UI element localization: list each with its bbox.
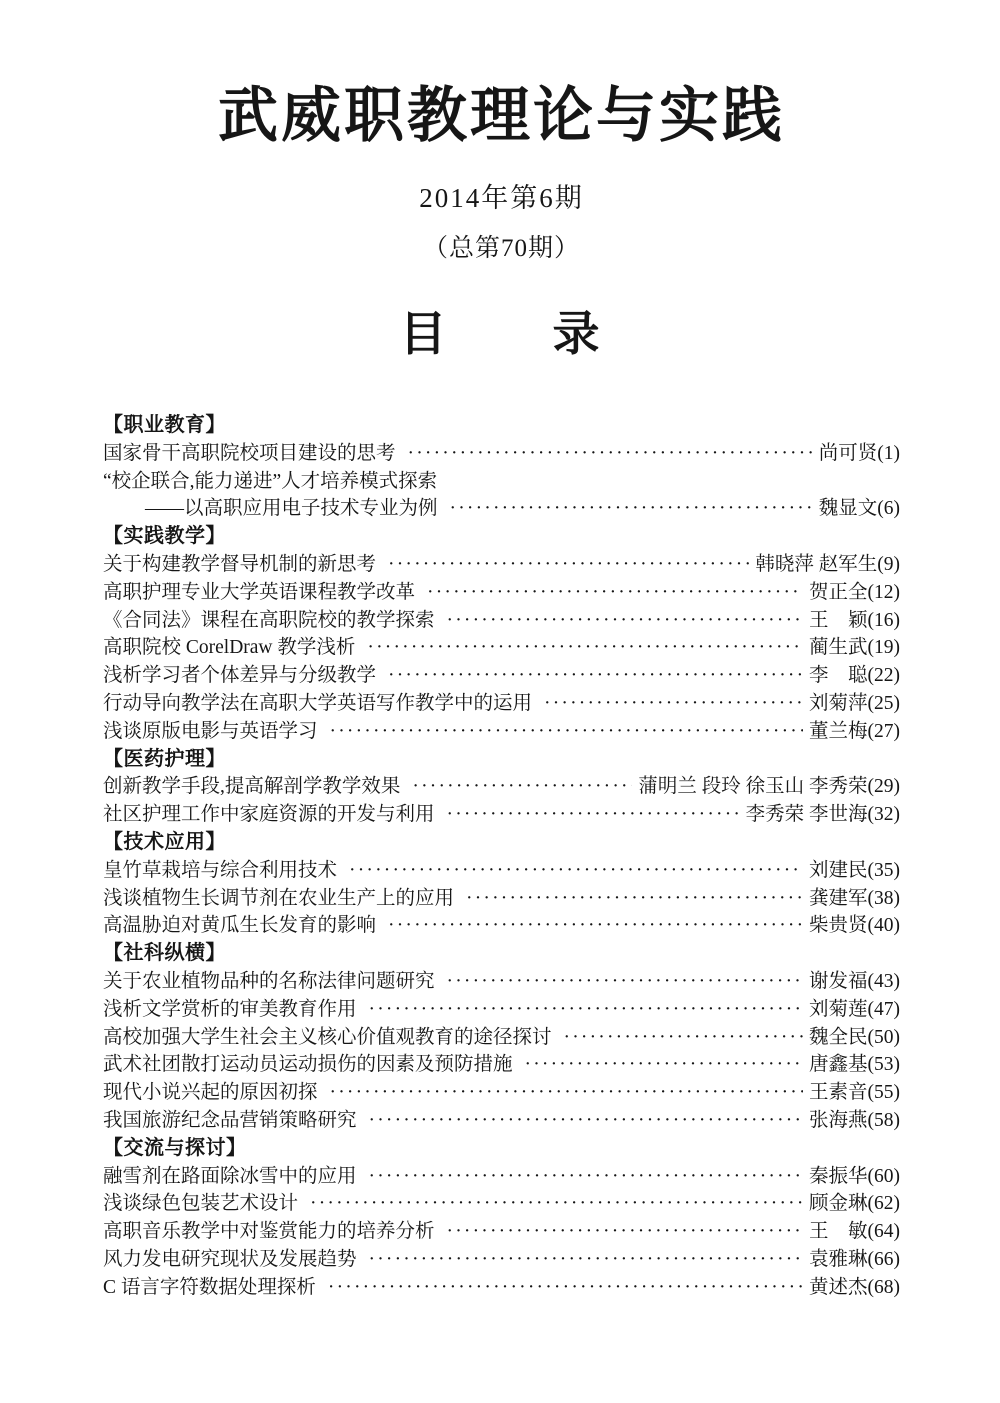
toc-section-entries — [103, 773, 900, 829]
article-title: 关于农业植物品种的名称法律问题研究 — [103, 970, 435, 992]
article-title: 浅析学习者个体差异与分级教学 — [103, 665, 377, 687]
article-title: 国家骨干高职院校项目建设的思考 — [103, 442, 396, 464]
section-header-label: 【社科纵横】 — [103, 942, 226, 965]
article-authors-page: 李 聪(22) — [809, 665, 900, 687]
article-authors-page: 黄述杰(68) — [809, 1276, 900, 1298]
section-header-label: 【职业教育】 — [103, 414, 226, 437]
article-title: 浅析文学赏析的审美教育作用 — [103, 998, 357, 1020]
article-authors-page: 贺正全(12) — [809, 581, 900, 603]
dot-leader — [388, 551, 749, 579]
article-authors-page: 魏显文(6) — [818, 498, 900, 520]
article-authors-page: 蒲明兰 段玲 徐玉山 李秀荣(29) — [638, 776, 900, 798]
dot-leader — [369, 1107, 803, 1135]
toc-section — [103, 940, 900, 1135]
toc-section-header-row — [103, 940, 900, 968]
toc-section-header-row — [103, 1135, 900, 1163]
toc-entry — [103, 996, 900, 1024]
article-title: 现代小说兴起的原因初探 — [103, 1082, 318, 1104]
article-authors-page: 袁雅琳(66) — [809, 1248, 900, 1270]
toc-section-header-row — [103, 746, 900, 774]
toc-entry — [103, 1163, 900, 1191]
toc-entry — [103, 468, 900, 496]
toc-entry — [103, 662, 900, 690]
article-authors-page: 李秀荣 李世海(32) — [745, 804, 900, 826]
toc-entry — [103, 912, 900, 940]
dot-leader — [369, 1163, 803, 1191]
article-title: 皇竹草栽培与综合利用技术 — [103, 859, 338, 881]
toc-entry — [103, 1079, 900, 1107]
dot-leader — [412, 773, 632, 801]
journal-title: 武威职教理论与实践 — [218, 83, 785, 149]
article-authors-page: 龚建军(38) — [809, 887, 900, 909]
section-header-label: 【技术应用】 — [103, 831, 226, 853]
dot-leader — [447, 968, 803, 996]
article-title: 创新教学手段,提高解剖学教学效果 — [103, 776, 401, 798]
article-title: 融雪剂在路面除冰雪中的应用 — [103, 1165, 357, 1187]
section-header-label: 【实践教学】 — [103, 525, 226, 548]
article-authors-page: 张海燕(58) — [809, 1109, 900, 1131]
article-title: 高职院校 CorelDraw 教学浅析 — [103, 637, 356, 659]
toc-entry — [103, 718, 900, 746]
article-title: 风力发电研究现状及发展趋势 — [103, 1248, 357, 1270]
article-title: 我国旅游纪念品营销策略研究 — [103, 1109, 357, 1131]
dot-leader — [427, 579, 803, 607]
article-title: 行动导向教学法在高职大学英语写作教学中的运用 — [103, 693, 533, 715]
article-title: 《合同法》课程在高职院校的教学探索 — [103, 609, 435, 631]
article-title: 浅谈绿色包装艺术设计 — [103, 1193, 299, 1215]
article-title: 高职音乐教学中对鉴赏能力的培养分析 — [103, 1221, 435, 1243]
dot-leader — [388, 912, 803, 940]
dot-leader — [330, 718, 803, 746]
toc-entry — [103, 1190, 900, 1218]
toc-section-header-row — [103, 412, 900, 440]
article-authors-page: 唐鑫基(53) — [809, 1054, 900, 1076]
article-title: “校企联合,能力递进”人才培养模式探索 — [103, 470, 438, 492]
toc-entry — [103, 1246, 900, 1274]
article-authors-page: 蔺生武(19) — [809, 637, 900, 659]
dot-leader — [369, 1246, 803, 1274]
dot-leader — [408, 440, 813, 468]
dot-leader — [310, 1190, 803, 1218]
issue-number: 2014年第6期 — [419, 183, 584, 213]
article-authors-page: 尚可贤(1) — [818, 442, 900, 464]
volume-number: （总第70期） — [422, 235, 580, 262]
toc-entry — [103, 634, 900, 662]
toc-entry — [103, 773, 900, 801]
toc-entry — [103, 607, 900, 635]
toc-section — [103, 1135, 900, 1302]
toc-entry — [103, 579, 900, 607]
toc-section — [103, 523, 900, 745]
article-title: 浅谈植物生长调节剂在农业生产上的应用 — [103, 887, 455, 909]
toc-entry — [103, 1107, 900, 1135]
toc — [103, 412, 900, 1302]
dot-leader — [328, 1274, 803, 1302]
toc-section — [103, 412, 900, 523]
article-title: C 语言字符数据处理探析 — [103, 1276, 316, 1298]
toc-entry — [103, 968, 900, 996]
article-authors-page: 秦振华(60) — [809, 1165, 900, 1187]
dot-leader — [330, 1079, 803, 1107]
dot-leader — [450, 495, 813, 523]
toc-entry — [103, 440, 900, 468]
toc-entry — [103, 857, 900, 885]
dot-leader — [447, 801, 740, 829]
toc-section-entries — [103, 968, 900, 1135]
toc-section-entries — [103, 551, 900, 746]
toc-section-entries — [103, 857, 900, 940]
dot-leader — [447, 607, 803, 635]
dot-leader — [349, 857, 803, 885]
article-title: ——以高职应用电子技术专业为例 — [145, 498, 438, 520]
toc-section-header-row — [103, 829, 900, 857]
article-authors-page: 魏全民(50) — [809, 1026, 900, 1048]
section-header-label: 【医药护理】 — [103, 747, 226, 770]
dot-leader — [525, 1051, 803, 1079]
article-authors-page: 韩晓萍 赵军生(9) — [755, 554, 900, 576]
dot-leader — [447, 1218, 803, 1246]
toc-section-entries — [103, 1163, 900, 1302]
article-title: 关于构建教学督导机制的新思考 — [103, 554, 377, 576]
toc-entry — [103, 801, 900, 829]
dot-leader — [544, 690, 803, 718]
article-authors-page: 顾金琳(62) — [809, 1193, 900, 1215]
article-authors-page: 董兰梅(27) — [809, 720, 900, 742]
article-authors-page: 刘建民(35) — [809, 859, 900, 881]
toc-section-header-row — [103, 523, 900, 551]
article-title: 浅谈原版电影与英语学习 — [103, 720, 318, 742]
dot-leader — [367, 634, 803, 662]
toc-section-entries — [103, 440, 900, 523]
toc-entry — [103, 885, 900, 913]
toc-title: 目 录 — [399, 309, 604, 361]
article-title: 高温胁迫对黄瓜生长发育的影响 — [103, 915, 377, 937]
article-authors-page: 谢发福(43) — [809, 970, 900, 992]
toc-entry — [103, 1274, 900, 1302]
toc-entry — [103, 495, 900, 523]
article-authors-page: 柴贵贤(40) — [809, 915, 900, 937]
dot-leader — [369, 996, 803, 1024]
article-authors-page: 刘菊莲(47) — [809, 998, 900, 1020]
toc-entry — [103, 1051, 900, 1079]
section-header-label: 【交流与探讨】 — [103, 1136, 247, 1159]
article-title: 高职护理专业大学英语课程教学改革 — [103, 581, 416, 603]
toc-section — [103, 746, 900, 829]
article-authors-page: 王素音(55) — [809, 1082, 900, 1104]
toc-section — [103, 829, 900, 940]
article-authors-page: 刘菊萍(25) — [809, 693, 900, 715]
article-title: 高校加强大学生社会主义核心价值观教育的途径探讨 — [103, 1026, 552, 1048]
toc-entry — [103, 1024, 900, 1052]
dot-leader — [564, 1024, 803, 1052]
article-title: 武术社团散打运动员运动损伤的因素及预防措施 — [103, 1054, 513, 1076]
dot-leader — [388, 662, 803, 690]
toc-entry — [103, 690, 900, 718]
toc-entry — [103, 1218, 900, 1246]
article-title: 社区护理工作中家庭资源的开发与利用 — [103, 804, 435, 826]
toc-entry — [103, 551, 900, 579]
article-authors-page: 王 颖(16) — [809, 609, 900, 631]
article-authors-page: 王 敏(64) — [809, 1221, 900, 1243]
dot-leader — [466, 885, 803, 913]
